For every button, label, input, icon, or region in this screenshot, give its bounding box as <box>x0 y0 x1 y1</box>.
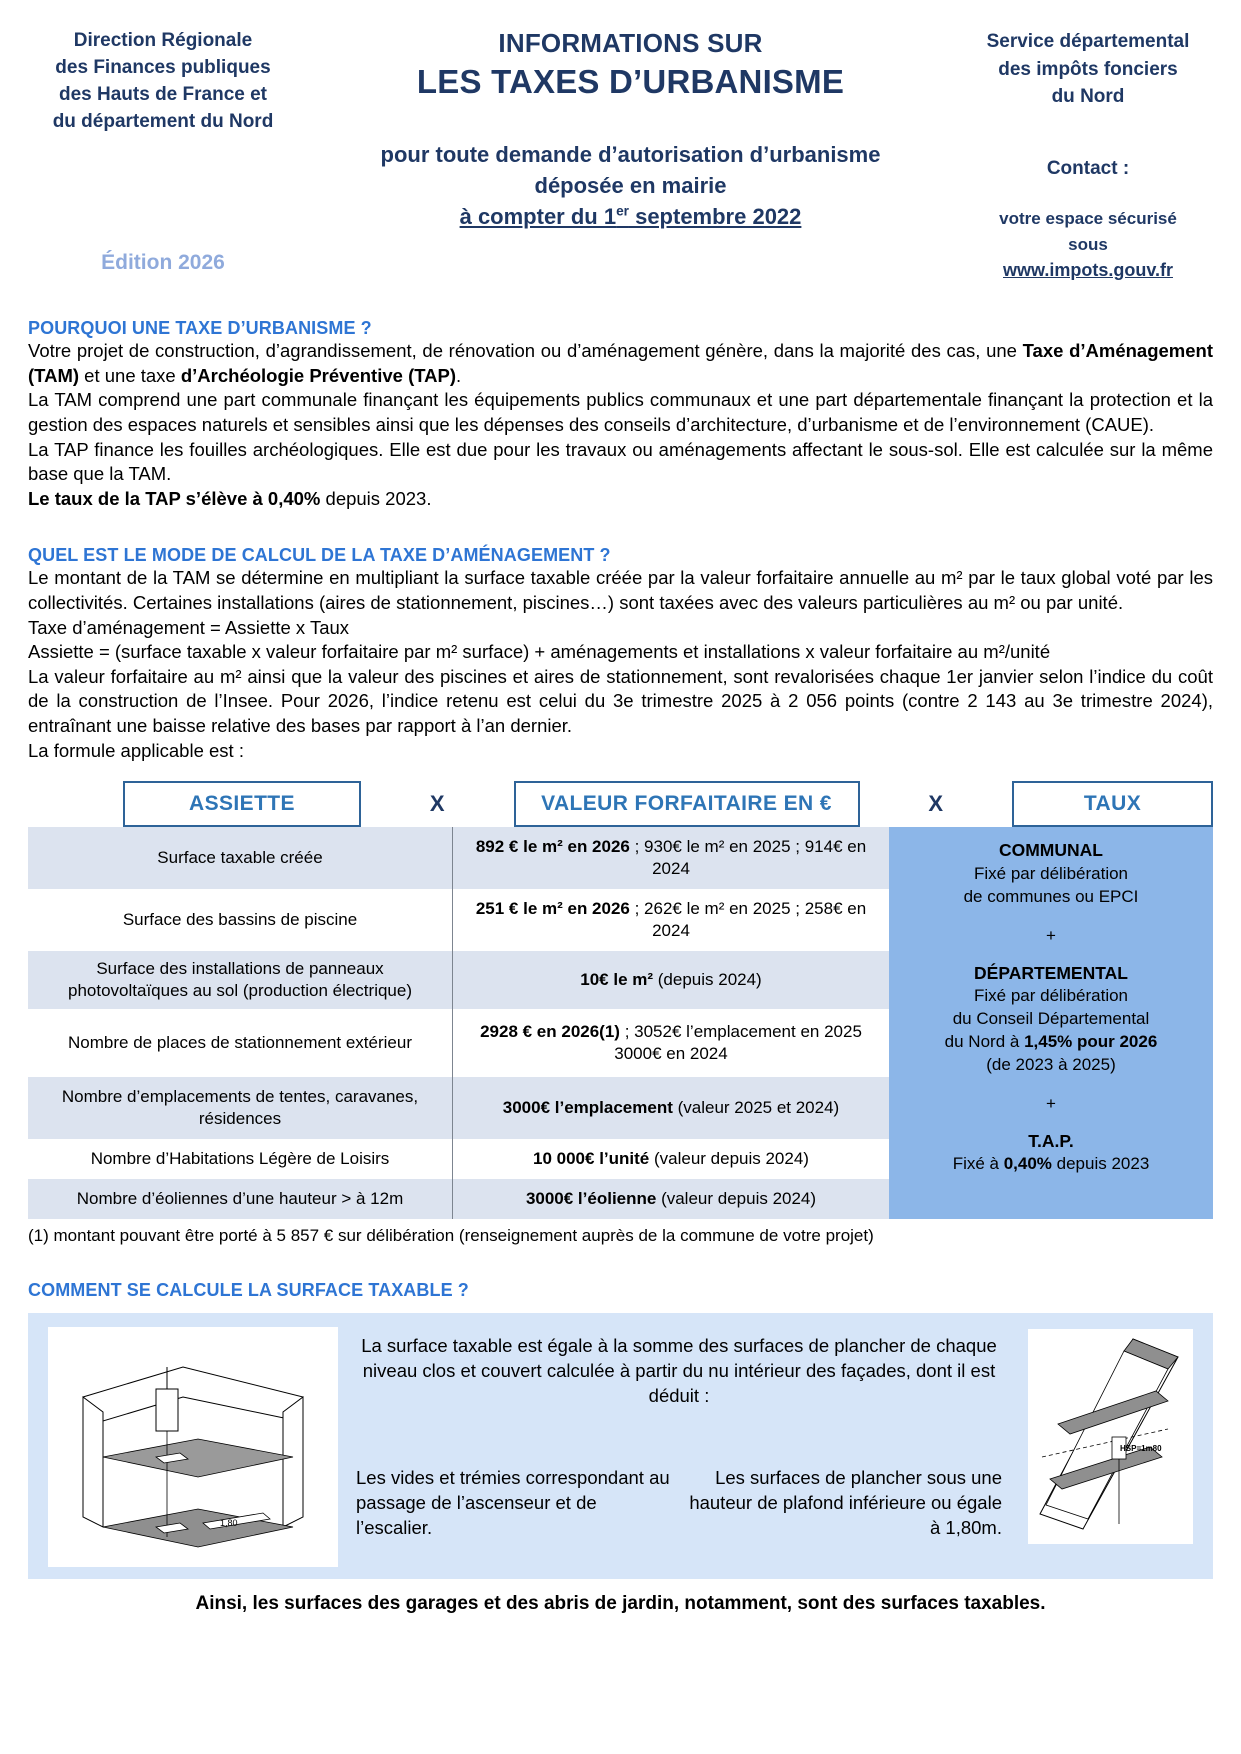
valeur-bold: 251 € le m² en 2026 <box>475 899 630 918</box>
header-right-line-3: du Nord <box>1051 86 1125 108</box>
table-row <box>453 1077 889 1139</box>
header-right-line-1: Service départemental <box>986 31 1190 52</box>
taux-plus-1: + <box>1046 925 1056 945</box>
tap-taux-rest: depuis 2023. <box>320 487 432 509</box>
para1-text-c: et une taxe <box>79 364 181 386</box>
formula-box-taux: TAUX <box>1012 781 1213 827</box>
header-left-block <box>28 28 298 278</box>
deduction-hauteur-plafond: Les surfaces de plancher sous une hauteur de plafond inférieure ou égale à 1,80m. <box>689 1466 1002 1538</box>
paragraph-revalorisation <box>28 665 1213 739</box>
secure-line-2: sous <box>1068 234 1108 254</box>
taux-communal-line-2: de communes ou EPCI <box>963 886 1139 906</box>
roof-diagram-svg <box>1028 1329 1193 1544</box>
taux-tap-title: T.A.P. <box>1028 1130 1074 1151</box>
valeur-rest: (depuis 2024) <box>653 970 762 990</box>
valeur-rest: (valeur depuis 2024) <box>649 1149 809 1169</box>
assiette-formula-a: Assiette = (surface taxable x valeur forfaitaire par m <box>28 641 452 663</box>
subtitle-line3-prefix: à compter du 1 <box>459 204 617 230</box>
taux-tap-line <box>897 1153 1205 1176</box>
dept-rate-value: 1,45% pour 2026 <box>1024 1032 1158 1052</box>
taux-departemental-line-2: du Conseil Départemental <box>952 1009 1150 1029</box>
superscript-m2-d: ² <box>998 641 1005 663</box>
taux-communal-title: COMMUNAL <box>998 840 1103 861</box>
page-title-line1: INFORMATIONS SUR <box>498 28 763 58</box>
header-center-block <box>298 28 963 233</box>
formula-operator-2: X <box>928 791 944 817</box>
superscript-m2-a: ² <box>956 567 963 589</box>
tap-rate-prefix: Fixé à <box>952 1154 1004 1174</box>
dept-rate-prefix: du Nord à <box>944 1032 1025 1052</box>
table-column-assiette <box>28 827 452 1219</box>
header-left-line-2: des Finances publiques <box>55 56 271 78</box>
paragraph-mode-calcul <box>28 566 1213 615</box>
table-footnote: (1) montant pouvant être porté à 5 857 € sur délibération (renseignement auprès de la commune de votre projet) <box>28 1226 874 1246</box>
image-left-label: 1,80 <box>220 1518 238 1529</box>
table-row: Nombre d’Habitations Légère de Loisirs <box>28 1139 452 1179</box>
edition-label: Édition 2026 <box>101 250 225 274</box>
superscript-m2-b: ² <box>1008 591 1016 613</box>
taux-departemental-line-3 <box>897 1031 1205 1054</box>
illustration-roof-section <box>1028 1329 1193 1544</box>
paragraph-tap: La TAP finance les fouilles archéologiques. Elle est due pour les travaux ou aménagements affectant le sous-sol. Elle est calculée sur la même base que la TAM. <box>28 438 1213 485</box>
table-row <box>453 1139 889 1179</box>
page-title-line2: LES TAXES D’URBANISME <box>416 63 845 100</box>
calc-text-3: ou par unité. <box>1015 591 1124 613</box>
calculation-table <box>28 827 1213 1219</box>
table-row <box>453 889 889 951</box>
subtitle-line3-suffix: septembre 2022 <box>628 204 802 230</box>
formula-box-row <box>28 781 1213 827</box>
surface-taxable-intro: La surface taxable est égale à la somme des surfaces de plancher de chaque niveau clos et couvert calculée à partir du nu intérieur des façades, dont il est déduit : <box>361 1335 997 1407</box>
surface-taxable-panel <box>28 1313 1213 1579</box>
para1-text-a: Votre projet de construction, d’agrandissement, de rénovation ou d’aménagement génère, dans la majorité des cas, une <box>28 340 1023 362</box>
table-row: Surface des bassins de piscine <box>28 889 452 951</box>
superscript-m2-c: ² <box>451 641 458 663</box>
closing-statement: Ainsi, les surfaces des garages et des abris de jardin, notamment, sont des surfaces taxables. <box>195 1593 1046 1615</box>
illustration-interior-levels <box>48 1327 338 1567</box>
header-left-line-1: Direction Régionale <box>73 30 253 51</box>
section-heading-calcul: QUEL EST LE MODE DE CALCUL DE LA TAXE D’AMÉNAGEMENT ? <box>28 545 611 566</box>
contact-label: Contact : <box>1046 157 1130 179</box>
assiette-formula-b: surface) + aménagements et installations x valeur forfaitaire au m <box>457 641 999 663</box>
table-row <box>453 1009 889 1077</box>
interior-diagram-svg <box>48 1327 338 1567</box>
header-left-line-3: des Hauts de France et <box>58 83 268 105</box>
secure-line-1: votre espace sécurisé <box>999 209 1177 229</box>
table-row: Nombre d’emplacements de tentes, caravanes, résidences <box>28 1077 452 1139</box>
taux-communal-line-1: Fixé par délibération <box>973 863 1129 883</box>
table-row: Surface taxable créée <box>28 827 452 889</box>
formula-assiette <box>28 640 1213 665</box>
taux-departemental-line-1: Fixé par délibération <box>973 986 1129 1006</box>
tap-taux-bold: Le taux de la TAP s’élève à 0,40% <box>28 487 321 509</box>
image-right-label: HSP=1m80 <box>1120 1444 1162 1454</box>
valeur-bold: 10€ le m² <box>580 970 654 990</box>
valeur-bold: 10 000€ l’unité <box>533 1149 650 1169</box>
header-right-block <box>963 28 1213 284</box>
paragraph-tam: La TAM comprend une part communale finançant les équipements publics communaux et une part départementale finançant la protection et la gestion des espaces naturels et sensibles ainsi que les dépenses des conseils d’architecture, d’urbanisme et de l’environnement (CAUE). <box>28 389 1213 435</box>
paragraph-tap-taux <box>28 487 1213 512</box>
secure-space-block <box>963 206 1213 284</box>
taux-plus-2: + <box>1046 1093 1056 1113</box>
valeur-rest: (valeur 2025 et 2024) <box>672 1098 840 1118</box>
taux-content <box>889 827 1213 1186</box>
table-row <box>453 827 889 889</box>
header-left-line-4: du département du Nord <box>52 110 274 132</box>
impots-url-link[interactable]: www.impots.gouv.fr <box>1003 260 1173 281</box>
formula-box-assiette: ASSIETTE <box>123 781 361 827</box>
valeur-bold: 2928 € en 2026(1) <box>480 1022 620 1041</box>
paragraph-formule-applicable: La formule applicable est : <box>28 739 244 761</box>
reval-text-a: La valeur forfaitaire au m <box>28 665 236 687</box>
section-heading-surface-taxable: COMMENT SE CALCULE LA SURFACE TAXABLE ? <box>28 1280 469 1301</box>
subtitle-line3-sup: er <box>616 204 629 220</box>
table-row: Surface des installations de panneaux photovoltaïques au sol (production électrique) <box>28 951 452 1009</box>
table-row: Nombre d’éoliennes d’une hauteur > à 12m <box>28 1179 452 1219</box>
table-row: Nombre de places de stationnement extérieur <box>28 1009 452 1077</box>
valeur-bold: 892 € le m² en 2026 <box>475 837 630 856</box>
table-column-taux <box>889 827 1213 1219</box>
document-header <box>28 0 1213 284</box>
calc-text-2: par le taux global voté par les collectivités. Certaines installations (aires de stationnement, piscines…) sont taxées avec des valeurs particulières au m <box>28 567 1213 613</box>
para1-bold-tam: Taxe d’Aménagement (TAM) <box>28 340 1213 386</box>
valeur-rest: ; 930€ le m² en 2025 ; 914€ en 2024 <box>629 837 867 879</box>
calc-text-1: Le montant de la TAM se détermine en multipliant la surface taxable créée par la valeur forfaitaire annuelle au m <box>28 567 957 589</box>
valeur-bold: 3000€ l’emplacement <box>502 1098 673 1118</box>
tap-rate-value: 0,40% <box>1003 1154 1052 1174</box>
taux-departemental-title: DÉPARTEMENTAL <box>974 962 1128 983</box>
assiette-formula-c: /unité <box>1004 641 1051 663</box>
deduction-vides-tremies: Les vides et trémies correspondant au passage de l’ascenseur et de l’escalier. <box>356 1466 670 1538</box>
subtitle-line-3 <box>298 201 963 232</box>
formula-operator-1: X <box>429 791 445 817</box>
taux-departemental-line-4: (de 2023 à 2025) <box>986 1054 1116 1074</box>
reval-text-b: ainsi que la valeur des piscines et aires de stationnement, sont revalorisées chaque 1er janvier selon l’indice du coût de la construction de l’Insee. Pour 2026, l’indice retenu est celui du 3e trimestre 2025 à 2 056 points (contre 2 143 au 3e trimestre 2024), entraînant une baisse relative des bases par rapport à l’an dernier. <box>28 665 1213 736</box>
superscript-m2-e: ² <box>235 665 242 687</box>
section-heading-pourquoi: POURQUOI UNE TAXE D’URBANISME ? <box>28 318 372 339</box>
subtitle-line-2: déposée en mairie <box>534 173 727 199</box>
formula-taxe-amenagement: Taxe d’aménagement = Assiette x Taux <box>28 616 350 638</box>
panel-text-block <box>338 1327 1018 1540</box>
table-row <box>453 1179 889 1219</box>
header-right-line-2: des impôts fonciers <box>998 58 1178 80</box>
valeur-rest: ; 262€ le m² en 2025 ; 258€ en 2024 <box>629 899 867 941</box>
valeur-bold: 3000€ l’éolienne <box>525 1189 657 1209</box>
valeur-rest: ; 3052€ l’emplacement en 2025 3000€ en 2024 <box>614 1022 862 1064</box>
table-row <box>453 951 889 1009</box>
valeur-rest: (valeur depuis 2024) <box>656 1189 817 1209</box>
subtitle-line-1: pour toute demande d’autorisation d’urbanisme <box>380 142 881 167</box>
para1-text-e: . <box>456 364 462 386</box>
page-subtitle <box>298 139 963 233</box>
formula-box-valeur-forfaitaire: VALEUR FORFAITAIRE EN € <box>514 781 860 827</box>
paragraph-projet <box>28 339 1213 388</box>
table-column-valeur <box>452 827 889 1219</box>
para1-bold-tap: d’Archéologie Préventive (TAP) <box>180 364 457 386</box>
tap-rate-suffix: depuis 2023 <box>1051 1154 1150 1174</box>
deductions-columns <box>356 1465 1002 1540</box>
